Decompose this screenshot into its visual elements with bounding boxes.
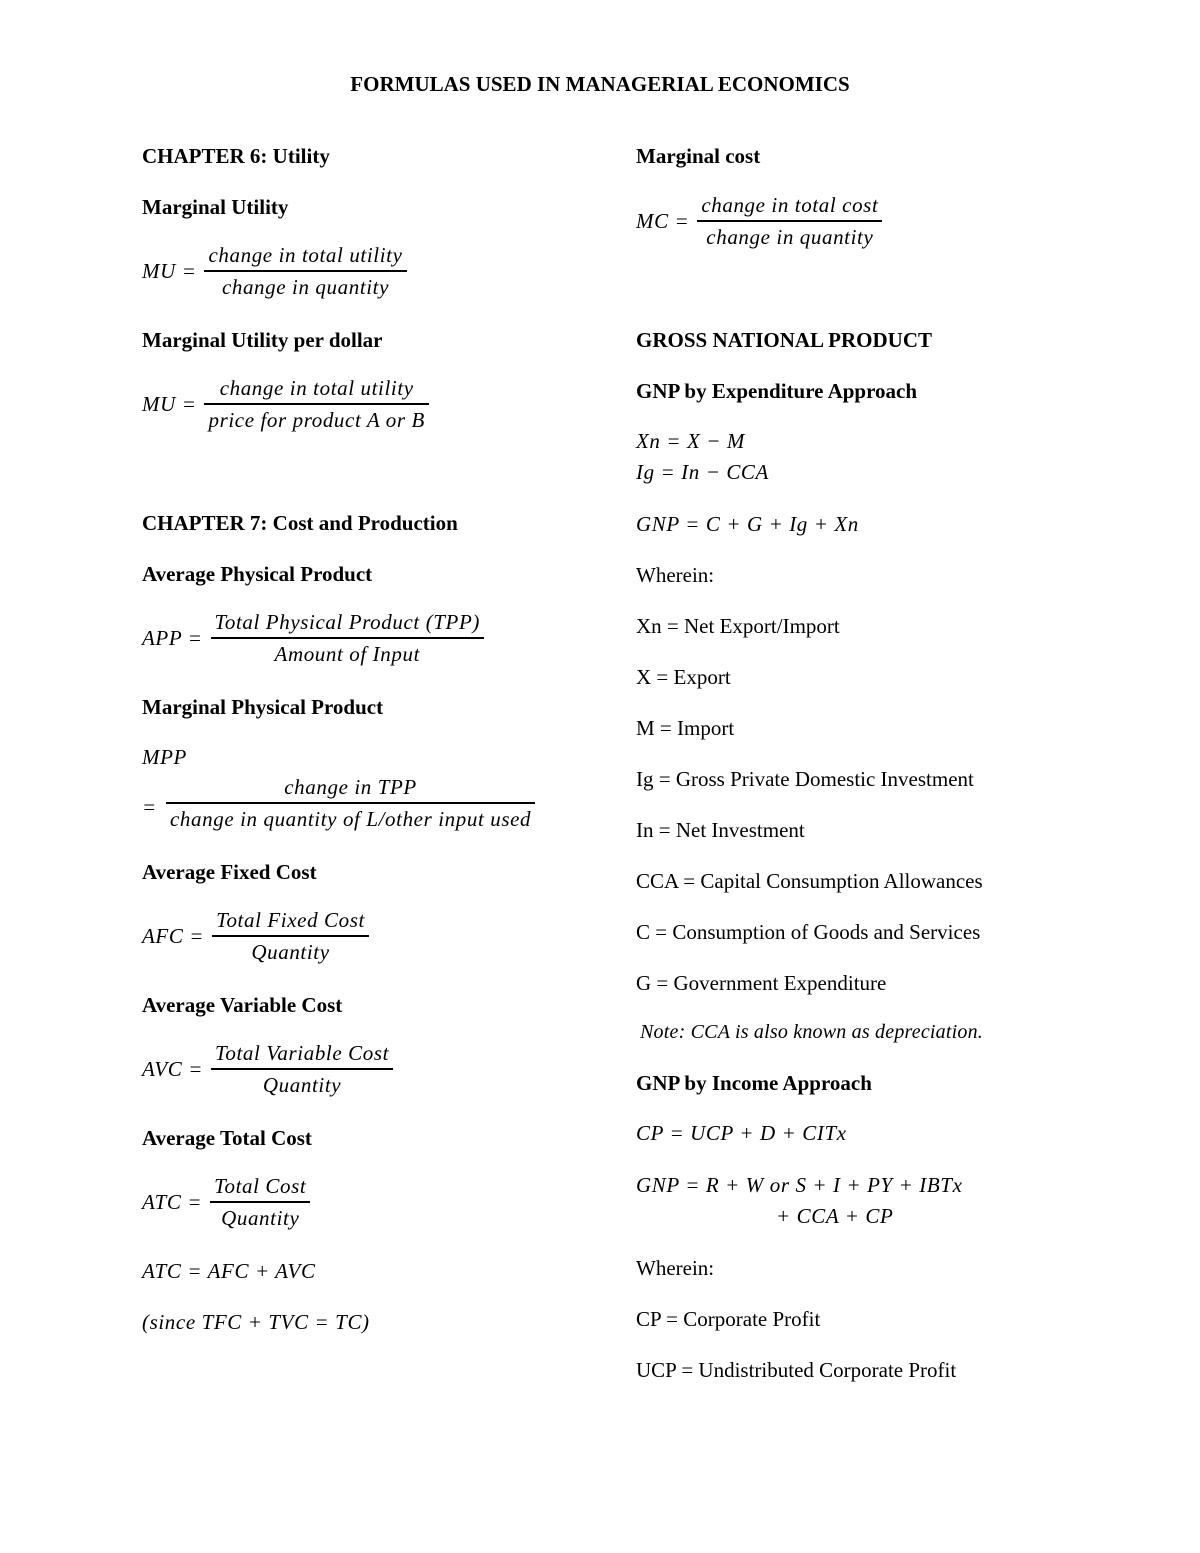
gnp-expenditure-formula: GNP = C + G + Ig + Xn (636, 512, 859, 536)
formula-denominator: change in quantity (221, 275, 390, 299)
expenditure-approach-heading: GNP by Expenditure Approach (636, 379, 918, 403)
definition-item: C = Consumption of Goods and Services (636, 920, 981, 944)
ig-formula: Ig = In − CCA (636, 460, 769, 484)
formula-denominator: change in quantity (706, 225, 874, 249)
formula-lhs: MU = (142, 258, 197, 283)
definition-item: CCA = Capital Consumption Allowances (636, 869, 983, 893)
afc-formula (142, 905, 369, 967)
depreciation-note: Note: CCA is also known as depreciation. (640, 1021, 983, 1043)
atc-formula (142, 1171, 310, 1233)
formula-denominator: change in quantity of L/other input used (170, 807, 532, 831)
gnp-income-formula-continued: + CCA + CP (776, 1204, 894, 1228)
definition-item: CP = Corporate Profit (636, 1307, 821, 1331)
formula-numerator: change in TPP (284, 775, 417, 799)
cp-formula: CP = UCP + D + CITx (636, 1121, 847, 1145)
avc-formula (142, 1038, 393, 1100)
marginal-utility-per-dollar-formula (142, 373, 429, 435)
formula-lhs: MU = (142, 391, 197, 416)
formula-lhs: AVC = (142, 1056, 204, 1081)
formula-numerator: change in total cost (701, 193, 879, 217)
marginal-utility-heading: Marginal Utility (142, 195, 289, 219)
definition-item: M = Import (636, 716, 735, 740)
definition-item: Xn = Net Export/Import (636, 614, 840, 638)
since-note: (since TFC + TVC = TC) (142, 1310, 370, 1334)
definition-item: G = Government Expenditure (636, 971, 887, 995)
formula-numerator: Total Cost (214, 1174, 307, 1198)
formula-numerator: change in total utility (208, 243, 403, 267)
average-fixed-cost-heading: Average Fixed Cost (142, 860, 317, 884)
formula-lhs: APP = (142, 625, 203, 650)
marginal-cost-heading: Marginal cost (636, 144, 761, 168)
gnp-heading: GROSS NATIONAL PRODUCT (636, 328, 932, 352)
mpp-formula (166, 772, 535, 834)
formula-denominator: price for product A or B (208, 408, 425, 432)
formula-denominator: Quantity (251, 940, 330, 964)
wherein-label: Wherein: (636, 1256, 715, 1280)
formula-denominator: Quantity (221, 1206, 300, 1230)
marginal-utility-formula (142, 240, 407, 302)
wherein-label: Wherein: (636, 563, 715, 587)
mc-formula (636, 190, 882, 252)
average-physical-product-heading: Average Physical Product (142, 562, 373, 586)
xn-formula: Xn = X − M (636, 429, 745, 453)
formula-denominator: Quantity (262, 1073, 342, 1097)
definition-item: Ig = Gross Private Domestic Investment (636, 767, 974, 791)
average-variable-cost-heading: Average Variable Cost (142, 993, 343, 1017)
atc-sum-formula: ATC = AFC + AVC (142, 1259, 316, 1283)
marginal-utility-per-dollar-heading: Marginal Utility per dollar (142, 328, 383, 352)
chapter-6-heading: CHAPTER 6: Utility (142, 144, 330, 168)
formula-lhs: AFC = (142, 923, 205, 948)
formula-lhs: MC = (636, 208, 690, 233)
average-total-cost-heading: Average Total Cost (142, 1126, 312, 1150)
mpp-lhs: MPP (142, 745, 187, 769)
marginal-physical-product-heading: Marginal Physical Product (142, 695, 384, 719)
gnp-income-formula: GNP = R + W or S + I + PY + IBTx (636, 1173, 963, 1197)
formula-numerator: change in total utility (219, 376, 414, 400)
mpp-equals: = (142, 795, 157, 819)
income-approach-heading: GNP by Income Approach (636, 1071, 872, 1095)
formula-numerator: Total Physical Product (TPP) (214, 610, 481, 634)
chapter-7-heading: CHAPTER 7: Cost and Production (142, 511, 458, 535)
page-title: FORMULAS USED IN MANAGERIAL ECONOMICS (350, 72, 850, 96)
formula-lhs: ATC = (142, 1189, 203, 1214)
app-formula (142, 607, 484, 669)
formula-numerator: Total Fixed Cost (216, 908, 365, 932)
formula-denominator: Amount of Input (274, 642, 421, 666)
definition-item: UCP = Undistributed Corporate Profit (636, 1358, 957, 1382)
definition-item: X = Export (636, 665, 731, 689)
definition-item: In = Net Investment (636, 818, 805, 842)
formula-numerator: Total Variable Cost (215, 1041, 390, 1065)
